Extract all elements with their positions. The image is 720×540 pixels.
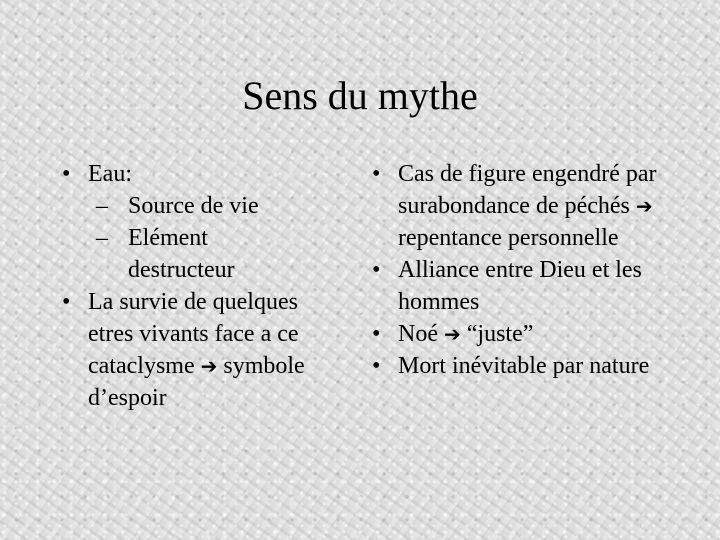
left-bullet-list (56, 158, 316, 414)
bullet-noe-text-start: Noé (398, 321, 444, 347)
bullet-survie (56, 286, 316, 414)
bullet-alliance: • Alliance entre Dieu et les hommes (366, 254, 666, 318)
bullet-cas-text-start: Cas de figure engendré par surabondance de péchés (398, 161, 657, 219)
slide-title: Sens du mythe (242, 73, 478, 118)
arrow-right-icon: ➔ (200, 354, 218, 378)
bullet-survie-text-start: La survie de quelques etres vivants face a ce cataclysme (88, 289, 299, 379)
bullet-cas-de-figure (366, 158, 666, 254)
bullet-mort: • Mort inévitable par nature (366, 350, 666, 382)
sub-bullet-source-de-vie: – Source de vie (96, 190, 316, 222)
eau-sub-list (88, 190, 316, 286)
bullet-noe-text-end: “juste” (460, 321, 534, 347)
bullet-eau (56, 158, 316, 286)
sub-bullet-element-destructeur: – Elément destructeur (96, 222, 316, 286)
right-bullet-list (366, 158, 666, 382)
bullet-cas-text-end: repentance personnelle (398, 225, 619, 251)
arrow-right-icon: ➔ (635, 194, 653, 218)
bullet-survie-text-end: symbole d’espoir (88, 353, 305, 411)
bullet-noe (366, 318, 666, 350)
arrow-right-icon: ➔ (443, 322, 461, 346)
bullet-eau-text: Eau: (88, 161, 132, 187)
